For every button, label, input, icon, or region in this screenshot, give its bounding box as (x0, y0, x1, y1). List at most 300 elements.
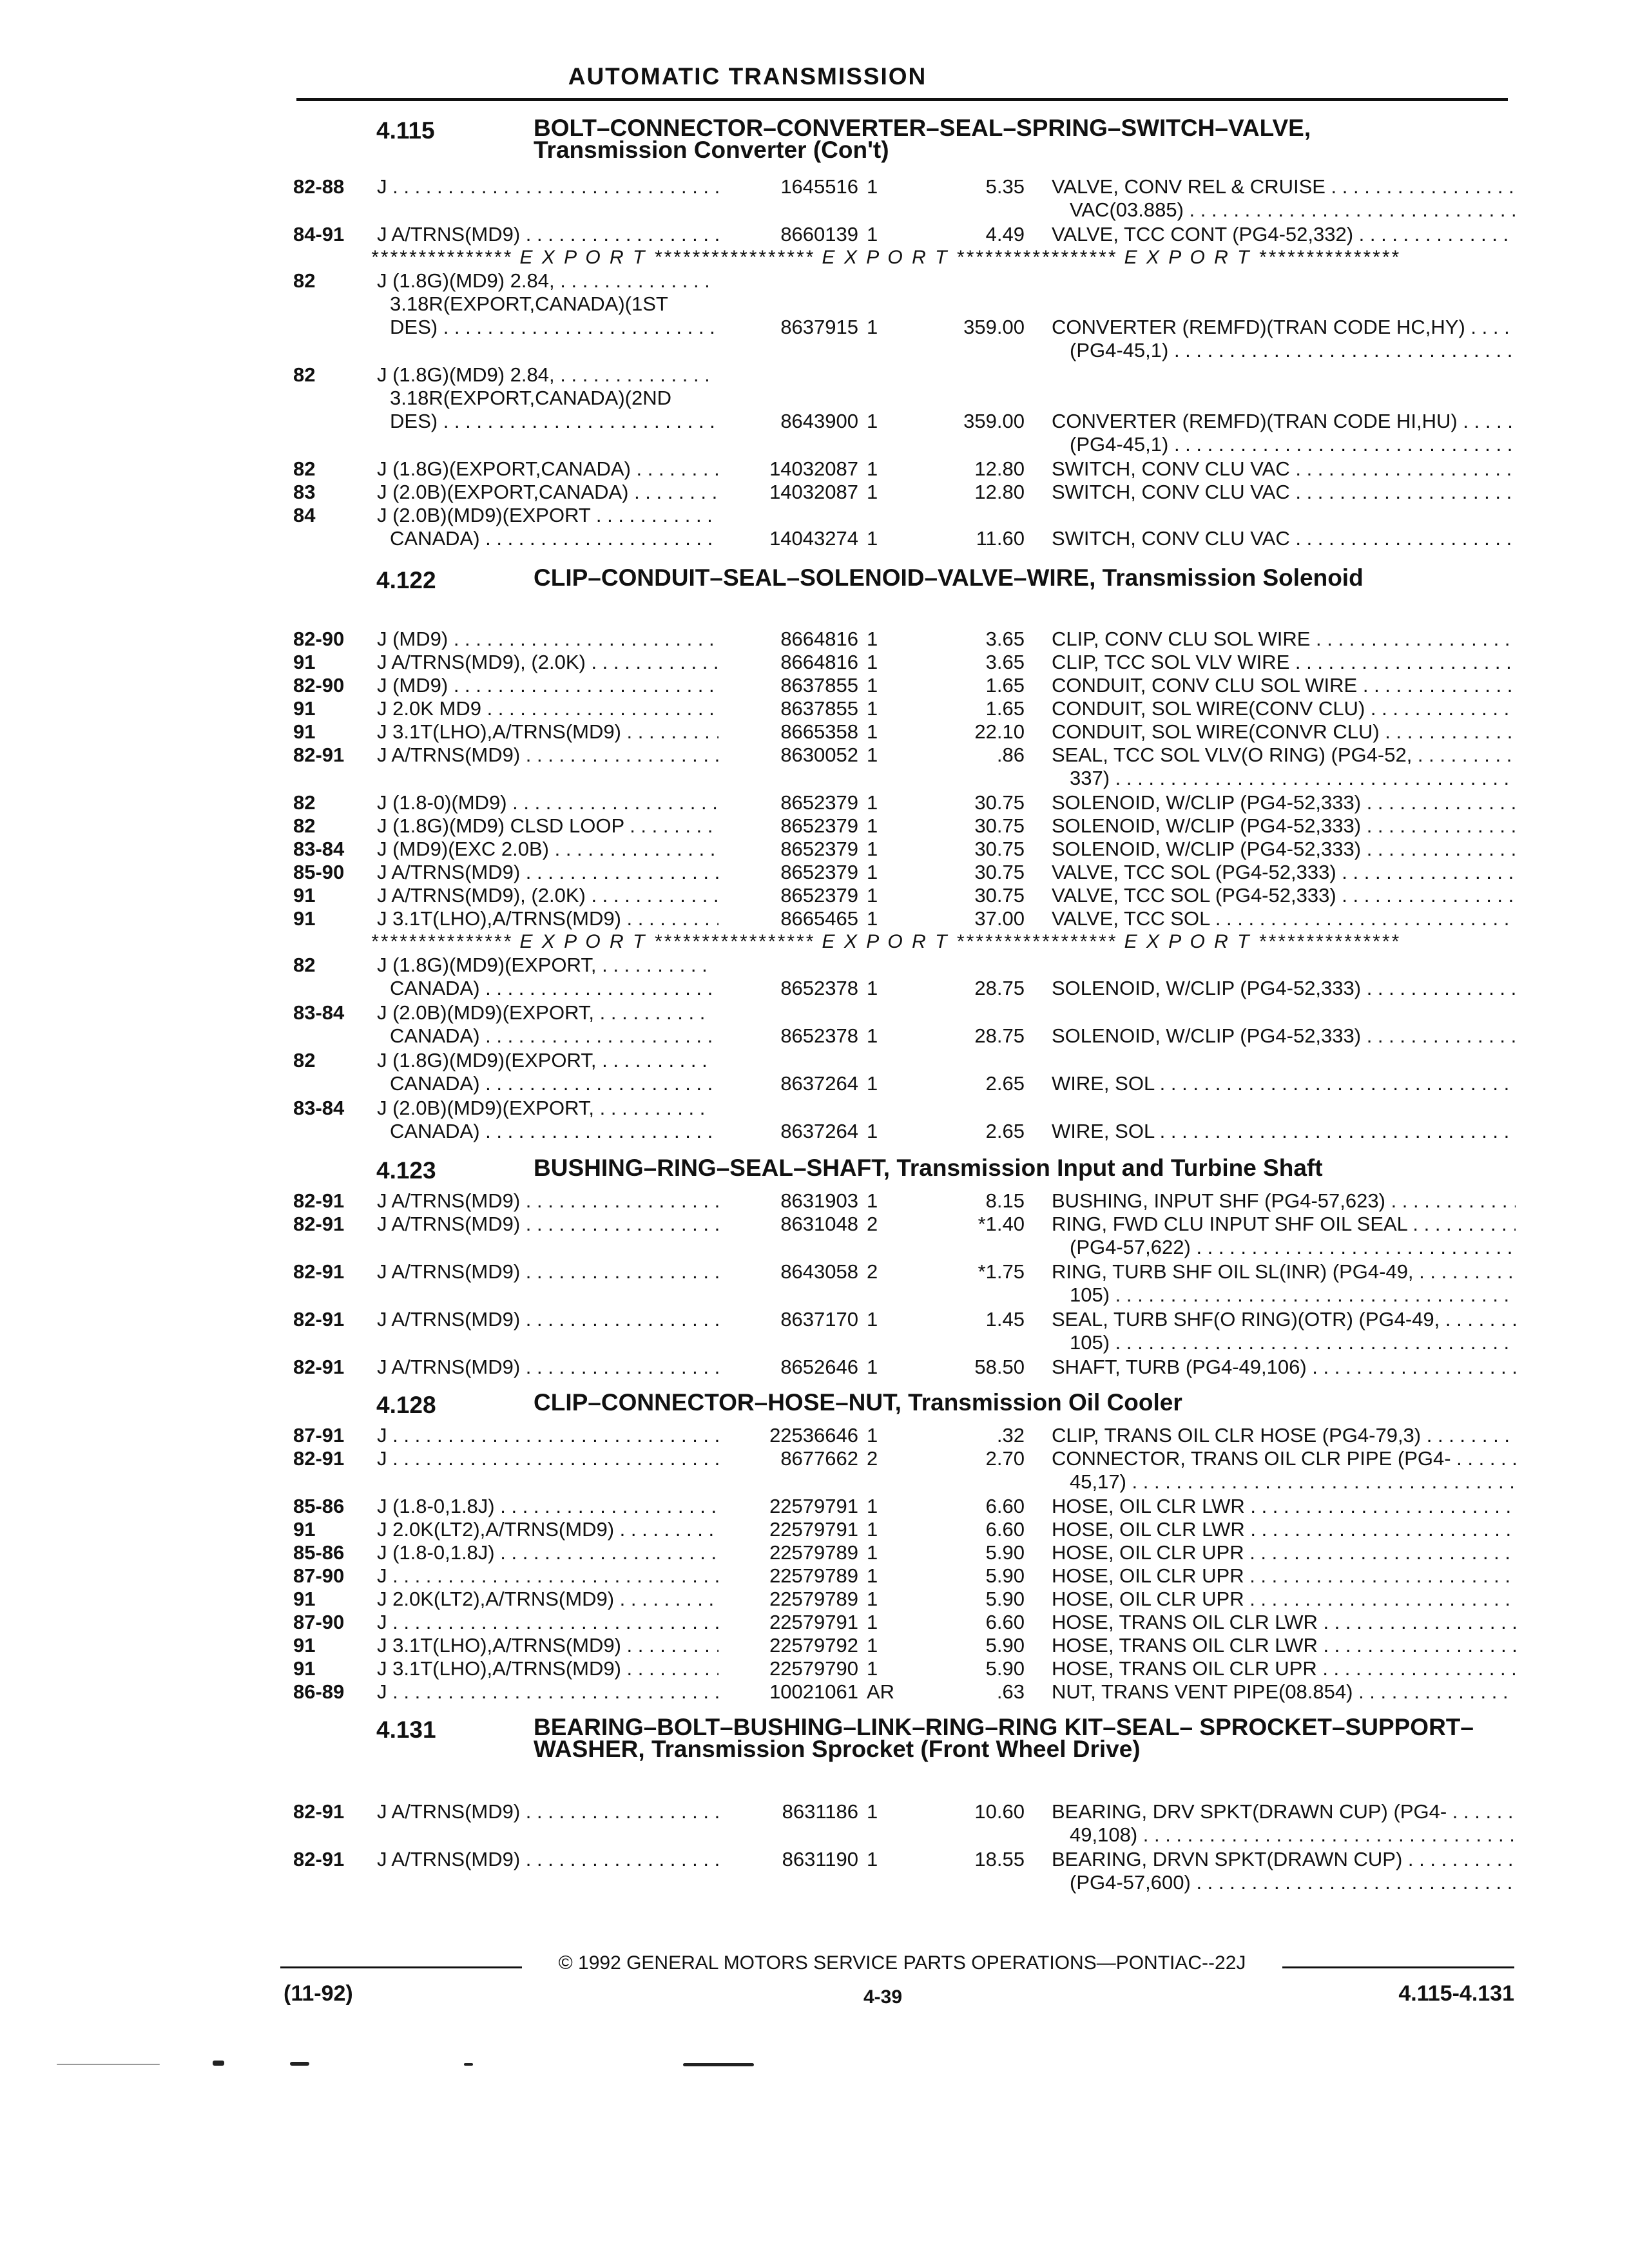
part-number-cell: 22579789 (769, 1541, 858, 1564)
model-cell: CANADA) . . . (390, 977, 718, 1000)
part-number-cell: 22579789 (769, 1588, 858, 1610)
model-cell: CANADA) . . . (390, 1120, 718, 1143)
model-cell: J (1.8-0)(MD9) . . . (377, 791, 718, 814)
price-cell: 30.75 (974, 814, 1025, 837)
quantity-cell: 1 (867, 720, 878, 743)
quantity-cell: 1 (867, 1518, 878, 1541)
footer-section-range: 4.115-4.131 (1398, 1981, 1514, 2006)
part-number-cell: 22536646 (769, 1424, 858, 1446)
part-number-cell: 22579789 (769, 1564, 858, 1587)
desc-continuation (0, 339, 1629, 362)
description-cell: WIRE, SOL . . . (1052, 1072, 1516, 1095)
footer-page-number: 4-39 (863, 1986, 903, 2008)
model-cell: J (1.8-0,1.8J) . . . (377, 1495, 718, 1518)
quantity-cell: 1 (867, 884, 878, 907)
price-cell: 12.80 (974, 481, 1025, 503)
description-cell: SOLENOID, W/CLIP (PG4-52,333) . . . (1052, 1024, 1516, 1048)
price-cell: 359.00 (963, 316, 1025, 338)
part-row (0, 907, 1629, 930)
quantity-cell: 1 (867, 316, 878, 338)
page-header-title: AUTOMATIC TRANSMISSION (568, 63, 927, 90)
quantity-cell: 1 (867, 175, 878, 198)
model-cell: J A/TRNS(MD9) . . . (377, 744, 718, 767)
part-row (0, 481, 1629, 504)
model-cell: J 3.1T(LHO),A/TRNS(MD9) . . . (377, 1657, 718, 1680)
part-row (0, 838, 1629, 861)
price-cell: 8.15 (985, 1189, 1025, 1212)
quantity-cell: 1 (867, 527, 878, 550)
desc-continuation (0, 1823, 1629, 1847)
description-cell: SWITCH, CONV CLU VAC . . . (1052, 481, 1516, 504)
price-cell: 30.75 (974, 884, 1025, 907)
description-cell: BUSHING, INPUT SHF (PG4-57,623) . . . (1052, 1189, 1516, 1213)
years-cell: 82 (293, 457, 316, 480)
description-cell: SEAL, TURB SHF(O RING)(OTR) (PG4-49, . . . (1052, 1308, 1516, 1331)
model-cell: CANADA) . . . (390, 1024, 718, 1048)
part-number-cell: 8637915 (780, 316, 858, 338)
part-row-label (0, 363, 1629, 387)
model-cell: J 2.0K(LT2),A/TRNS(MD9) . . . (377, 1588, 718, 1611)
export-banner: *************** E X P O R T ***************** E X P O R T ***************** E X P O R T *************** (371, 247, 1400, 268)
section-heading (0, 564, 1629, 621)
description-continuation-text: 337) . . . (1070, 767, 1516, 790)
part-row (0, 651, 1629, 674)
model-cell: J 2.0K(LT2),A/TRNS(MD9) . . . (377, 1518, 718, 1541)
price-cell: 2.65 (985, 1120, 1025, 1142)
quantity-cell: 1 (867, 814, 878, 837)
description-cell: HOSE, TRANS OIL CLR LWR . . . (1052, 1611, 1516, 1634)
years-cell: 82-91 (293, 1848, 345, 1870)
section-number: 4.128 (376, 1392, 436, 1418)
quantity-cell: 1 (867, 1564, 878, 1587)
part-row (0, 1308, 1629, 1331)
part-number-cell: 8664816 (780, 651, 858, 673)
price-cell: 12.80 (974, 457, 1025, 480)
model-cell: J A/TRNS(MD9) . . . (377, 861, 718, 884)
model-cell: J A/TRNS(MD9) . . . (377, 1189, 718, 1213)
price-cell: 1.65 (985, 674, 1025, 697)
price-cell: 5.90 (985, 1541, 1025, 1564)
part-number-cell: 8643900 (780, 410, 858, 432)
price-cell: 4.49 (985, 223, 1025, 245)
part-number-cell: 14032087 (769, 457, 858, 480)
description-cell: SOLENOID, W/CLIP (PG4-52,333) . . . (1052, 814, 1516, 838)
description-continuation-text: (PG4-45,1) . . . (1070, 339, 1516, 362)
years-cell: 91 (293, 884, 316, 907)
price-cell: 5.90 (985, 1588, 1025, 1610)
model-cell: J (2.0B)(MD9)(EXPORT, . . . (377, 1097, 712, 1120)
part-row (0, 1800, 1629, 1823)
description-continuation-text: (PG4-57,600) . . . (1070, 1871, 1516, 1894)
price-cell: .32 (996, 1424, 1025, 1446)
part-number-cell: 8631903 (780, 1189, 858, 1212)
part-number-cell: 8631190 (782, 1848, 858, 1870)
model-cell: J (MD9) . . . (377, 674, 718, 697)
model-cell: J A/TRNS(MD9) . . . (377, 1356, 718, 1379)
description-cell: RING, TURB SHF OIL SL(INR) (PG4-49, . . . (1052, 1260, 1516, 1283)
price-cell: 6.60 (985, 1495, 1025, 1517)
years-cell: 87-90 (293, 1564, 345, 1587)
part-row (0, 1424, 1629, 1447)
years-cell: 82-91 (293, 1213, 345, 1235)
price-cell: 6.60 (985, 1518, 1025, 1541)
model-cell: J A/TRNS(MD9) . . . (377, 1308, 718, 1331)
description-cell: VALVE, TCC SOL (PG4-52,333) . . . (1052, 884, 1516, 907)
years-cell: 84-91 (293, 223, 345, 245)
years-cell: 82-91 (293, 1308, 345, 1331)
part-row (0, 223, 1629, 246)
footer-rule-right (1282, 1966, 1514, 1968)
model-cell: J (1.8G)(MD9) 2.84, . . . (377, 363, 712, 387)
price-cell: 30.75 (974, 838, 1025, 860)
years-cell: 82-91 (293, 1189, 345, 1212)
price-cell: 2.70 (985, 1447, 1025, 1470)
desc-continuation (0, 433, 1629, 456)
description-continuation-text: 49,108) . . . (1070, 1823, 1516, 1847)
footer-copyright: © 1992 GENERAL MOTORS SERVICE PARTS OPERATIONS—PONTIAC--22J (558, 1952, 1246, 1974)
description-cell: HOSE, OIL CLR LWR . . . (1052, 1495, 1516, 1518)
quantity-cell: 1 (867, 223, 878, 245)
price-cell: 10.60 (974, 1800, 1025, 1823)
section-title: BOLT–CONNECTOR–CONVERTER–SEAL–SPRING–SWITCH–VALVE, Transmission Converter (Con't) (534, 115, 1311, 163)
years-cell: 91 (293, 651, 316, 673)
section-number: 4.122 (376, 567, 436, 593)
part-row (0, 1518, 1629, 1541)
desc-continuation (0, 1470, 1629, 1494)
part-number-cell: 8637264 (780, 1072, 858, 1095)
price-cell: *1.40 (978, 1213, 1025, 1235)
model-cell: J . . . (377, 1680, 718, 1704)
quantity-cell: 1 (867, 1657, 878, 1680)
model-cell: J (1.8G)(MD9)(EXPORT, . . . (377, 954, 712, 977)
price-cell: 1.65 (985, 697, 1025, 720)
quantity-cell: 1 (867, 1848, 878, 1870)
part-row (0, 457, 1629, 481)
quantity-cell: 1 (867, 1072, 878, 1095)
model-continuation-text: 3.18R(EXPORT,CANADA)(2ND (390, 387, 671, 409)
part-number-cell: 8637170 (780, 1308, 858, 1331)
section-heading (0, 1716, 1629, 1792)
model-cell: J (MD9) . . . (377, 628, 718, 651)
years-cell: 82-91 (293, 1447, 345, 1470)
description-cell: VALVE, CONV REL & CRUISE . . . (1052, 175, 1516, 198)
model-cell: J (1.8G)(MD9)(EXPORT, . . . (377, 1049, 712, 1072)
years-cell: 82-90 (293, 628, 345, 650)
years-cell: 85-86 (293, 1495, 345, 1517)
description-continuation-text: 45,17) . . . (1070, 1470, 1516, 1494)
part-number-cell: 22579791 (769, 1518, 858, 1541)
part-row-label (0, 1097, 1629, 1120)
description-cell: CONDUIT, SOL WIRE(CONV CLU) . . . (1052, 697, 1516, 720)
quantity-cell: 2 (867, 1213, 878, 1235)
export-banner: *************** E X P O R T ***************** E X P O R T ***************** E X P O R T *************** (371, 931, 1400, 952)
quantity-cell: 1 (867, 1356, 878, 1378)
years-cell: 82 (293, 363, 316, 386)
model-cell: J 3.1T(LHO),A/TRNS(MD9) . . . (377, 1634, 718, 1657)
description-cell: NUT, TRANS VENT PIPE(08.854) . . . (1052, 1680, 1516, 1704)
years-cell: 85-86 (293, 1541, 345, 1564)
description-cell: HOSE, OIL CLR UPR . . . (1052, 1541, 1516, 1564)
model-cell: J 3.1T(LHO),A/TRNS(MD9) . . . (377, 720, 718, 744)
quantity-cell: 1 (867, 1541, 878, 1564)
section-title: CLIP–CONNECTOR–HOSE–NUT, Transmission Oil Cooler (534, 1389, 1182, 1416)
years-cell: 91 (293, 1657, 316, 1680)
price-cell: 6.60 (985, 1611, 1025, 1633)
part-row (0, 814, 1629, 838)
quantity-cell: 1 (867, 1120, 878, 1142)
quantity-cell: 1 (867, 1495, 878, 1517)
description-cell: HOSE, TRANS OIL CLR LWR . . . (1052, 1634, 1516, 1657)
description-cell: WIRE, SOL . . . (1052, 1120, 1516, 1143)
part-number-cell: 8631048 (780, 1213, 858, 1235)
model-cell: J (2.0B)(EXPORT,CANADA) . . . (377, 481, 718, 504)
part-row (0, 884, 1629, 907)
years-cell: 82 (293, 269, 316, 292)
price-cell: 5.90 (985, 1564, 1025, 1587)
model-cell: J . . . (377, 175, 718, 198)
description-cell: VALVE, TCC SOL (PG4-52,333) . . . (1052, 861, 1516, 884)
model-cell: J . . . (377, 1424, 718, 1447)
part-number-cell: 14032087 (769, 481, 858, 503)
quantity-cell: 1 (867, 651, 878, 673)
quantity-cell: 1 (867, 1189, 878, 1212)
model-cell: CANADA) . . . (390, 1072, 718, 1095)
model-cell: CANADA) . . . (390, 527, 718, 550)
part-number-cell: 14043274 (769, 527, 858, 550)
description-cell: SOLENOID, W/CLIP (PG4-52,333) . . . (1052, 791, 1516, 814)
part-number-cell: 22579791 (769, 1611, 858, 1633)
years-cell: 83-84 (293, 838, 345, 860)
section-number: 4.131 (376, 1716, 436, 1743)
part-row (0, 527, 1629, 550)
years-cell: 91 (293, 1588, 316, 1610)
description-cell: SWITCH, CONV CLU VAC . . . (1052, 457, 1516, 481)
part-row (0, 1848, 1629, 1871)
part-row (0, 744, 1629, 767)
description-cell: CONNECTOR, TRANS OIL CLR PIPE (PG4- . . . (1052, 1447, 1516, 1470)
description-cell: SHAFT, TURB (PG4-49,106) . . . (1052, 1356, 1516, 1379)
part-number-cell: 8643058 (780, 1260, 858, 1283)
quantity-cell: 1 (867, 744, 878, 766)
section-heading (0, 1157, 1629, 1186)
description-continuation-text: (PG4-57,622) . . . (1070, 1236, 1516, 1259)
years-cell: 91 (293, 1518, 316, 1541)
price-cell: .86 (996, 744, 1025, 766)
years-cell: 82-90 (293, 674, 345, 697)
years-cell: 82-91 (293, 744, 345, 766)
years-cell: 91 (293, 1634, 316, 1657)
quantity-cell: 1 (867, 481, 878, 503)
section-title: CLIP–CONDUIT–SEAL–SOLENOID–VALVE–WIRE, Transmission Solenoid (534, 564, 1364, 591)
part-number-cell: 8652379 (780, 861, 858, 883)
part-number-cell: 8637264 (780, 1120, 858, 1142)
years-cell: 87-90 (293, 1611, 345, 1633)
description-continuation-text: 105) . . . (1070, 1283, 1516, 1307)
part-row (0, 1611, 1629, 1634)
description-cell: CONVERTER (REMFD)(TRAN CODE HC,HY) . . . (1052, 316, 1516, 339)
model-cell: J (MD9)(EXC 2.0B) . . . (377, 838, 718, 861)
quantity-cell: 1 (867, 410, 878, 432)
price-cell: 1.45 (985, 1308, 1025, 1331)
part-number-cell: 10021061 (769, 1680, 858, 1703)
header-rule (296, 98, 1508, 101)
part-row-label (0, 269, 1629, 293)
model-continuation-text: 3.18R(EXPORT,CANADA)(1ST (390, 293, 668, 315)
price-cell: 30.75 (974, 861, 1025, 883)
price-cell: 5.90 (985, 1657, 1025, 1680)
section-number: 4.115 (376, 117, 435, 144)
section-title: BUSHING–RING–SEAL–SHAFT, Transmission Input and Turbine Shaft (534, 1155, 1323, 1181)
years-cell: 82-91 (293, 1800, 345, 1823)
description-cell: VALVE, TCC SOL . . . (1052, 907, 1516, 930)
desc-continuation (0, 1283, 1629, 1307)
part-number-cell: 22579790 (769, 1657, 858, 1680)
price-cell: 58.50 (974, 1356, 1025, 1378)
years-cell: 86-89 (293, 1680, 345, 1703)
part-row (0, 1024, 1629, 1048)
description-continuation-text: 105) . . . (1070, 1331, 1516, 1354)
price-cell: 22.10 (974, 720, 1025, 743)
years-cell: 83-84 (293, 1001, 345, 1024)
part-row (0, 316, 1629, 339)
model-cell: J A/TRNS(MD9) . . . (377, 1213, 718, 1236)
desc-continuation (0, 767, 1629, 790)
quantity-cell: 1 (867, 697, 878, 720)
model-cell: J 3.1T(LHO),A/TRNS(MD9) . . . (377, 907, 718, 930)
description-cell: SEAL, TCC SOL VLV(O RING) (PG4-52, . . . (1052, 744, 1516, 767)
part-row-label (0, 1001, 1629, 1024)
quantity-cell: 1 (867, 791, 878, 814)
part-number-cell: 22579791 (769, 1495, 858, 1517)
price-cell: 5.90 (985, 1634, 1025, 1657)
part-row (0, 1657, 1629, 1680)
part-number-cell: 8637855 (780, 697, 858, 720)
model-cell: J (2.0B)(MD9)(EXPORT . . . (377, 504, 712, 527)
part-number-cell: 8652378 (780, 977, 858, 999)
model-continuation (0, 387, 1629, 410)
description-cell: SOLENOID, W/CLIP (PG4-52,333) . . . (1052, 838, 1516, 861)
part-row (0, 674, 1629, 697)
quantity-cell: 1 (867, 1634, 878, 1657)
part-number-cell: 8630052 (780, 744, 858, 766)
part-row (0, 1634, 1629, 1657)
section-number: 4.123 (376, 1157, 436, 1184)
description-cell: CLIP, CONV CLU SOL WIRE . . . (1052, 628, 1516, 651)
part-row-label (0, 504, 1629, 527)
years-cell: 91 (293, 697, 316, 720)
desc-continuation (0, 1236, 1629, 1259)
section-title: BEARING–BOLT–BUSHING–LINK–RING–RING KIT–SEAL– SPROCKET–SUPPORT–WASHER, Transmission Sprocket (Front Wheel Drive) (534, 1714, 1474, 1762)
quantity-cell: 1 (867, 1611, 878, 1633)
model-cell: DES) . . . (390, 316, 718, 339)
years-cell: 91 (293, 907, 316, 930)
years-cell: 91 (293, 720, 316, 743)
price-cell: 28.75 (974, 1024, 1025, 1047)
footer-date: (11-92) (284, 1981, 353, 2006)
years-cell: 83-84 (293, 1097, 345, 1119)
price-cell: 3.65 (985, 651, 1025, 673)
description-cell: HOSE, OIL CLR UPR . . . (1052, 1564, 1516, 1588)
part-row (0, 1356, 1629, 1379)
part-row (0, 1189, 1629, 1213)
years-cell: 82 (293, 791, 316, 814)
model-cell: J 2.0K MD9 . . . (377, 697, 718, 720)
description-continuation-text: (PG4-45,1) . . . (1070, 433, 1516, 456)
part-number-cell: 8652378 (780, 1024, 858, 1047)
years-cell: 83 (293, 481, 316, 503)
quantity-cell: 1 (867, 838, 878, 860)
section-heading (0, 117, 1629, 171)
part-number-cell: 8665465 (780, 907, 858, 930)
description-cell: CLIP, TCC SOL VLV WIRE . . . (1052, 651, 1516, 674)
years-cell: 85-90 (293, 861, 345, 883)
years-cell: 87-91 (293, 1424, 345, 1446)
description-cell: BEARING, DRV SPKT(DRAWN CUP) (PG4- . . . (1052, 1800, 1516, 1823)
price-cell: 359.00 (963, 410, 1025, 432)
model-cell: J (1.8G)(MD9) CLSD LOOP . . . (377, 814, 718, 838)
part-row (0, 1213, 1629, 1236)
description-cell: HOSE, OIL CLR UPR . . . (1052, 1588, 1516, 1611)
model-cell: J (1.8-0,1.8J) . . . (377, 1541, 718, 1564)
quantity-cell: 1 (867, 1800, 878, 1823)
model-cell: J . . . (377, 1564, 718, 1588)
part-number-cell: 8631186 (782, 1800, 858, 1823)
model-cell: J A/TRNS(MD9), (2.0K) . . . (377, 884, 718, 907)
part-row-label (0, 1049, 1629, 1072)
quantity-cell: 1 (867, 1308, 878, 1331)
quantity-cell: 1 (867, 628, 878, 650)
description-cell: CONDUIT, SOL WIRE(CONVR CLU) . . . (1052, 720, 1516, 744)
model-cell: J A/TRNS(MD9) . . . (377, 223, 718, 246)
part-number-cell: 8665358 (780, 720, 858, 743)
part-number-cell: 22579792 (769, 1634, 858, 1657)
description-cell: VALVE, TCC CONT (PG4-52,332) . . . (1052, 223, 1516, 246)
part-row (0, 175, 1629, 198)
price-cell: 11.60 (976, 527, 1025, 550)
part-row (0, 410, 1629, 433)
price-cell: 37.00 (974, 907, 1025, 930)
model-cell: J (1.8G)(MD9) 2.84, . . . (377, 269, 712, 293)
years-cell: 82 (293, 1049, 316, 1072)
part-row (0, 791, 1629, 814)
part-row (0, 720, 1629, 744)
part-number-cell: 8664816 (780, 628, 858, 650)
part-row (0, 1541, 1629, 1564)
model-cell: J . . . (377, 1447, 718, 1470)
part-row (0, 977, 1629, 1000)
price-cell: *1.75 (978, 1260, 1025, 1283)
part-row (0, 1588, 1629, 1611)
price-cell: 30.75 (974, 791, 1025, 814)
part-row (0, 1260, 1629, 1283)
part-row (0, 1495, 1629, 1518)
description-continuation-text: VAC(03.885) . . . (1070, 198, 1516, 222)
part-row (0, 861, 1629, 884)
footer-rule-left (280, 1966, 522, 1968)
price-cell: 18.55 (974, 1848, 1025, 1870)
part-row-label (0, 954, 1629, 977)
years-cell: 82 (293, 954, 316, 976)
part-number-cell: 8677662 (780, 1447, 858, 1470)
quantity-cell: AR (867, 1680, 895, 1703)
part-row (0, 1564, 1629, 1588)
quantity-cell: 1 (867, 907, 878, 930)
part-number-cell: 8652379 (780, 838, 858, 860)
desc-continuation (0, 1871, 1629, 1894)
description-cell: SWITCH, CONV CLU VAC . . . (1052, 527, 1516, 550)
part-row (0, 1120, 1629, 1143)
part-row (0, 628, 1629, 651)
